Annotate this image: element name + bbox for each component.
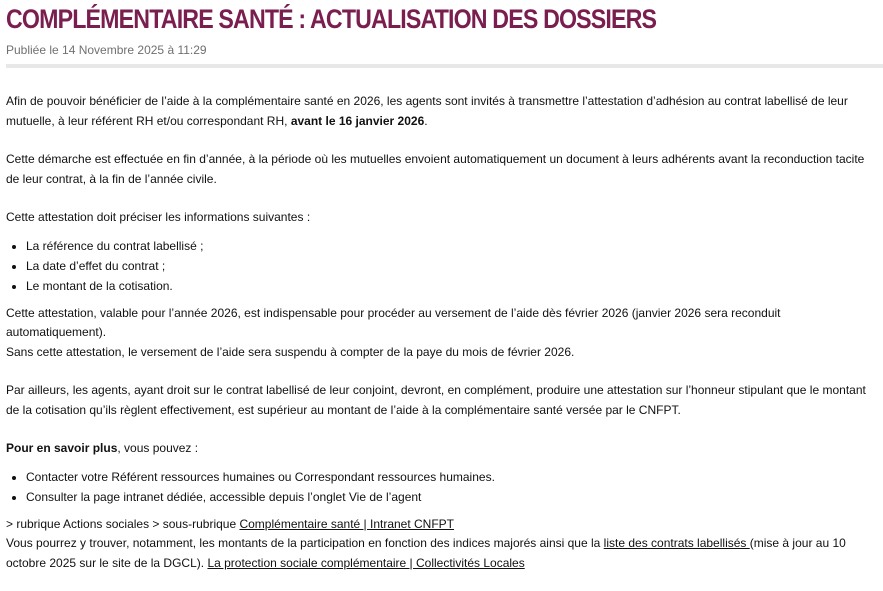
paragraph-validity — [6, 304, 872, 363]
more-info-rest: , vous pouvez : — [117, 441, 199, 455]
intranet-link[interactable]: Complémentaire santé | Intranet CNFPT — [239, 516, 455, 531]
list-item: • La date d’effet du contrat ; — [26, 256, 872, 276]
list-item: • Consulter la page intranet dédiée, accessible depuis l’onglet Vie de l’agent — [26, 487, 872, 507]
requirements-list — [6, 236, 872, 296]
contracts-list-link[interactable]: liste des contrats labellisés — [603, 536, 750, 550]
divider — [6, 64, 883, 68]
paragraph-spouse: Par ailleurs, les agents, ayant droit sur le contrat labellisé de leur conjoint, devront, en complément, produire une attestation sur l’honneur stipulant que le montant de la cotisation qu’ils règlent effectivement, est supérieur au montant de l’aide à la complémentaire santé versée par le CNFPT. — [6, 383, 866, 417]
list-item: • Le montant de la cotisation. — [26, 276, 872, 296]
more-info-list — [6, 467, 872, 507]
info-text: Vous pourrez y trouver, notamment, les montants de la participation en fonction des indices majorés ainsi que la — [6, 536, 604, 550]
page-title: COMPLÉMENTAIRE SANTÉ : ACTUALISATION DES DOSSIERS — [6, 4, 657, 34]
validity-text: Cette attestation, valable pour l’année 2026, est indispensable pour procéder au versement de l’aide dès février 2026 (janvier 2026 sera reconduit automatiquement). — [6, 305, 781, 339]
more-info-bold: Pour en savoir plus — [6, 441, 118, 455]
list-item: • Contacter votre Référent ressources humaines ou Correspondant ressources humaines. — [26, 467, 872, 487]
paragraph-more-info — [6, 439, 872, 459]
paragraph-requirements: Cette attestation doit préciser les informations suivantes : — [6, 210, 311, 224]
list-item: • La référence du contrat labellisé ; — [26, 236, 872, 256]
suspension-text: Sans cette attestation, le versement de l’aide sera suspendu à compter de la paye du mois de février 2026. — [6, 344, 575, 359]
intro-end: . — [424, 113, 428, 128]
intro-text: Afin de pouvoir bénéficier de l’aide à la complémentaire santé en 2026, les agents sont invités à transmettre l’attestation d’adhésion au contrat labellisé de leur mutuelle, à leur référent RH et/ou correspondant RH, — [6, 94, 848, 128]
protection-sociale-link[interactable]: La protection sociale complémentaire | Collectivités Locales — [207, 555, 525, 570]
article-body — [6, 92, 872, 573]
rubrique-prefix: > rubrique Actions sociales > sous-rubrique — [6, 516, 240, 531]
update-note: (mise à jour au 10 octobre 2025 sur le site de la DGCL). — [6, 536, 846, 570]
paragraph-links — [6, 515, 872, 574]
paragraph-process: Cette démarche est effectuée en fin d’année, à la période où les mutuelles envoient automatiquement un document à leurs adhérents avant la reconduction tacite de leur contrat, à la fin de l’année civile. — [6, 152, 865, 186]
paragraph-intro — [6, 92, 872, 131]
deadline-text: avant le 16 janvier 2026 — [290, 113, 425, 128]
publication-date: Publiée le 14 Novembre 2025 à 11:29 — [6, 43, 207, 57]
